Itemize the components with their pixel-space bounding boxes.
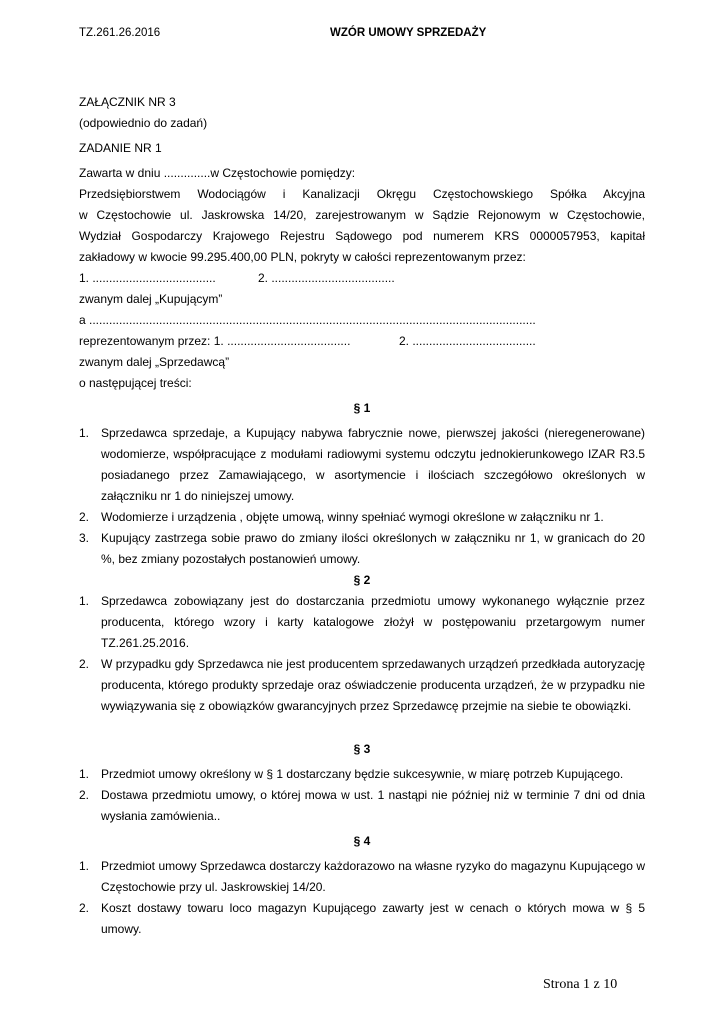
item-number: 2. [79,657,90,671]
seller-designation: zwanym dalej „Sprzedawcą” [79,355,230,369]
item-number: 3. [79,531,90,545]
seller-rep-1: reprezentowanym przez: 1. ..................................... [79,334,351,348]
seller-representatives [79,331,645,352]
company-line: w Częstochowie ul. Jaskrowska 14/20, zarejestrowanym w Sądzie Rejonowym w Częstochowie, [79,208,645,222]
list-item [79,764,645,785]
item-number: 1. [79,859,90,873]
company-line: zakładowy w kwocie 99.295.400,00 PLN, pokryty w całości reprezentowanym przez: [79,250,526,264]
document-title: WZÓR UMOWY SPRZEDAŻY [330,27,487,39]
content-intro: o następującej treści: [79,376,192,390]
section-heading: § 3 [353,742,371,756]
buyer-rep-2: 2. ..................................... [258,271,395,285]
document-body [79,92,645,940]
item-number: 2. [79,788,90,802]
buyer-rep-1: 1. ..................................... [79,271,216,285]
item-number: 2. [79,901,90,915]
list-item [79,654,645,717]
list-item [79,856,645,898]
item-text: Sprzedawca zobowiązany jest do dostarczania przedmiotu umowy wykonanego wyłącznie przez producenta, którego wzory i karty katalogowe złożył w postępowaniu przetargowym numer TZ.261.25.2016. [101,594,645,650]
section-heading: § 1 [353,401,371,415]
item-text: Kupujący zastrzega sobie prawo do zmiany ilości określonych w załączniku nr 1, w granicach do 20 %, bez zmiany pozostałych postanowień umowy. [101,531,645,566]
item-text: Przedmiot umowy określony w § 1 dostarczany będzie sukcesywnie, w miarę potrzeb Kupującego. [101,767,624,781]
item-text: Koszt dostawy towaru loco magazyn Kupującego zawarty jest w cenach o których mowa w § 5 umowy. [101,901,645,936]
section-heading: § 2 [353,573,371,587]
section-1-list [79,423,645,570]
annex-title: ZAŁĄCZNIK NR 3 [79,95,176,109]
item-text: Przedmiot umowy Sprzedawca dostarczy każdorazowo na własne ryzyko do magazynu Kupującego w Częstochowie przy ul. Jaskrowskiej 14/20. [101,859,645,894]
list-item [79,528,645,570]
buyer-designation: zwanym dalej „Kupującym” [79,292,223,306]
document-reference: TZ.261.26.2016 [79,27,161,39]
buyer-representatives [79,268,645,289]
item-text: Sprzedawca sprzedaje, a Kupujący nabywa fabrycznie nowe, pierwszej jakości (nieregenerowane) wodomierze, współpracujące z modułami radiowymi systemu odczytu jednokierunkowego IZAR R3.5 posiadanego przez Zamawiającego, w asortymencie i ilościach szczegółowo określonych w załączniku nr 1 do niniejszej umowy. [101,426,645,503]
company-line: Przedsiębiorstwem Wodociągów i Kanalizacji Okręgu Częstochowskiego Spółka Akcyjna [79,187,645,201]
section-heading: § 4 [353,834,371,848]
item-number: 2. [79,510,90,524]
list-item [79,591,645,654]
item-number: 1. [79,426,90,440]
seller-rep-2: 2. ..................................... [399,334,536,348]
company-line: Wydział Gospodarczy Krajowego Rejestru Sądowego pod numerem KRS 0000057953, kapitał [79,229,645,243]
item-number: 1. [79,594,90,608]
item-number: 1. [79,767,90,781]
concluded-line: Zawarta w dniu ..............w Częstochowie pomiędzy: [79,166,356,180]
item-text: W przypadku gdy Sprzedawca nie jest producentem sprzedawanych urządzeń przedkłada autoryzację producenta, którego produkty sprzedaje oraz oświadczenie producenta urządzeń, że w przypadku nie wywiązywania się z obowiązków gwarancyjnych przez Sprzedawcę przejmie na siebie te obowiązki. [101,657,645,713]
section-4-list [79,856,645,940]
page-number: Strona 1 z 10 [543,977,618,992]
section-3-list [79,764,645,827]
list-item [79,785,645,827]
list-item [79,507,645,528]
task-label: ZADANIE NR 1 [79,141,162,155]
annex-subtitle: (odpowiednio do zadań) [79,116,208,130]
list-item [79,898,645,940]
item-text: Dostawa przedmiotu umowy, o której mowa w ust. 1 nastąpi nie później niż w terminie 7 dni od dnia wysłania zamówienia.. [101,788,645,823]
item-text: Wodomierze i urządzenia , objęte umową, winny spełniać wymogi określone w załączniku nr 1. [101,510,604,524]
list-item [79,423,645,507]
seller-party-line: a ...................................................................................................................................... [79,313,536,327]
section-2-list [79,591,645,717]
